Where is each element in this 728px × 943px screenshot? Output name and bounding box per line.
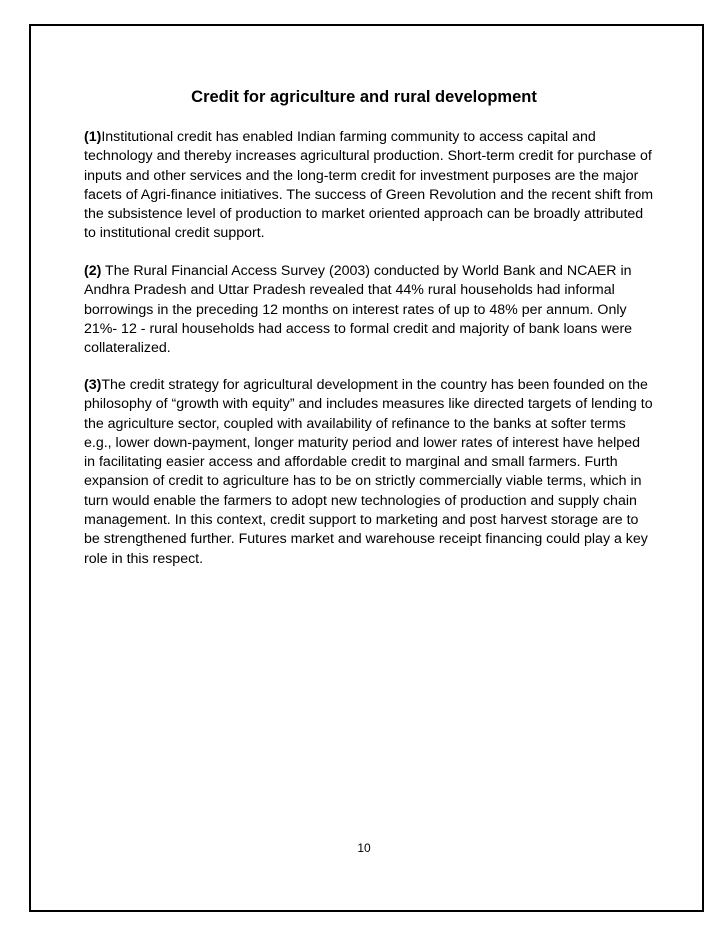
paragraph-2: [84, 262, 654, 358]
paragraph-2-text: The Rural Financial Access Survey (2003) conducted by World Bank and NCAER in Andhra Pradesh and Uttar Pradesh revealed that 44% rural households had informal borrowings in the preceding 12 months on interest rates of up to 48% per annum. Only 21%- 12 - rural households had access to formal credit and majority of bank loans were collateralized.: [84, 263, 633, 357]
paragraph-3: [84, 376, 654, 569]
page-number: 10: [357, 841, 371, 855]
paragraph-1-text: Institutional credit has enabled Indian farming community to access capital and technology and thereby increases agricultural production. Short-term credit for purchase of inputs and other services and the long-term credit for investment purposes are the major facets of Agri-finance initiatives. The success of Green Revolution and the recent shift from the subsistence level of production to market oriented approach can be broadly attributed to institutional credit support.: [84, 129, 654, 242]
paragraph-3-text: The credit strategy for agricultural development in the country has been founded on the philosophy of “growth with equity” and includes measures like directed targets of lending to the agriculture sector, coupled with availability of refinance to the banks at softer terms e.g., lower down-payment, longer maturity period and lower rates of interest have helped in facilitating easier access and affordable credit to marginal and small farmers. Furth expansion of credit to agriculture has to be on strictly commercially viable terms, which in turn would enable the farmers to adopt new technologies of production and supply chain management. In this context, credit support to marketing and post harvest storage are to be strengthened further. Futures market and warehouse receipt financing could play a key role in this respect.: [84, 377, 653, 567]
paragraph-1-number: (1): [84, 129, 102, 145]
paragraph-1: [84, 128, 654, 244]
page-title: Credit for agriculture and rural development: [191, 88, 537, 106]
paragraph-3-number: (3): [84, 377, 102, 393]
paragraph-2-number: (2): [84, 263, 102, 279]
